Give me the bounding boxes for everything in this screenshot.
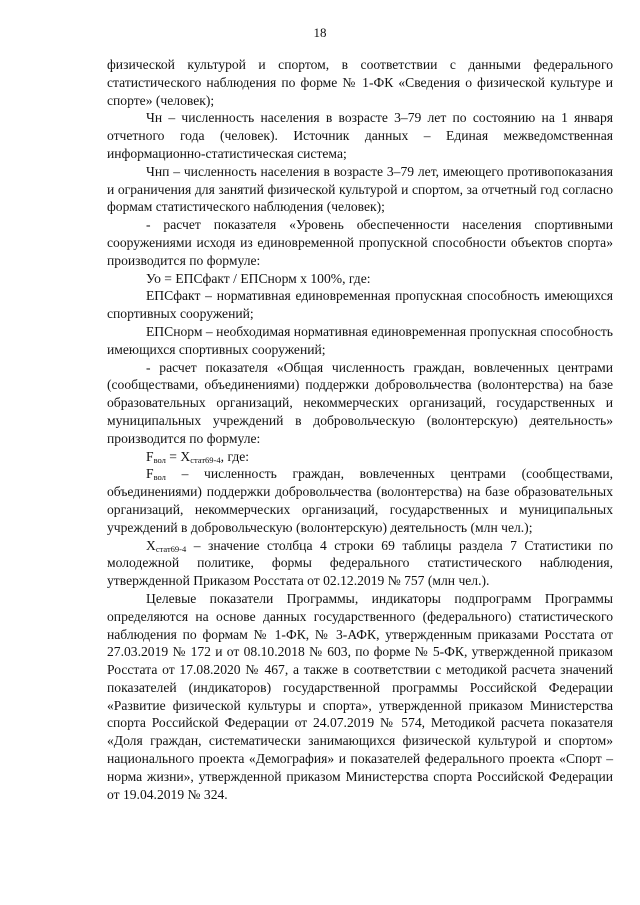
- xstat-symbol: X: [146, 537, 156, 553]
- paragraph-1: физической культурой и спортом, в соответствии с данными федерального статистического наблюдения по форме № 1-ФК «Сведения о физической культуре и спорте» (человек);: [107, 57, 613, 108]
- paragraph-epsfakt-definition: ЕПСфакт – нормативная единовременная пропускная способность имеющихся спортивных сооружений;: [107, 288, 613, 322]
- fvol-subscript: вол: [153, 472, 166, 483]
- formula-x-subscript: стат69-4: [190, 454, 221, 465]
- formula-equals-x: = X: [165, 448, 191, 464]
- page-number: 18: [313, 25, 327, 40]
- formula-uo: Уо = ЕПСфакт / ЕПСнорм х 100%, где:: [146, 270, 371, 286]
- paragraph-xstat-definition: [107, 537, 613, 590]
- xstat-text: – значение столбца 4 строки 69 таблицы раздела 7 Статистики по молодежной политике, формы федерального статистического наблюдения, утвержденной Приказом Росстата от 02.12.2019 № 757 (млн чел.).: [107, 537, 613, 589]
- formula-f-symbol: F: [146, 448, 154, 464]
- paragraph-uo-intro: - расчет показателя «Уровень обеспеченности населения спортивными сооружениями исходя из единовременной пропускной способности объектов спорта» производится по формуле:: [107, 217, 613, 268]
- paragraph-target-indicators: Целевые показатели Программы, индикаторы подпрограмм Программы определяются на основе данных государственного (федерального) статистического наблюдения по формам № 1-ФК, № 3-АФК, утвержденным приказами Росстата от 27.03.2019 № 172 и от 08.10.2018 № 603, по форме № 5-ФК, утвержденной приказом Росстата от 17.08.2020 № 467, а также в соответствии с методикой расчета значений показателей (индикаторов) государственной программы Российской Федерации «Развитие физической культуры и спорта», утвержденной приказом Министерства спорта Российской Федерации от 24.07.2019 № 574, Методикой расчета показателя «Доля граждан, систематически занимающихся физической культурой и спортом» национального проекта «Демография» и показателей федерального проекта «Спорт – норма жизни», утвержденной приказом Министерства спорта Российской Федерации от 19.04.2019 № 324.: [107, 590, 613, 802]
- formula-where: , где:: [220, 448, 250, 464]
- paragraph-fvol-definition: [107, 465, 613, 536]
- paragraph-chn-definition: Чн – численность населения в возрасте 3–79 лет по состоянию на 1 января отчетного года (человек). Источник данных – Единая межведомственная информационно-статистическая система;: [107, 110, 613, 161]
- formula-f-subscript: вол: [153, 454, 166, 465]
- paragraph-fvol-intro: - расчет показателя «Общая численность граждан, вовлеченных центрами (сообществами, объединениями) поддержки добровольчества (волонтерства) на базе образовательных организаций, некоммерческих организаций, государственных и муниципальных учреждений в добровольческую (волонтерскую) деятельность» производится по формуле:: [107, 359, 613, 446]
- document-body: [107, 56, 613, 803]
- fvol-text: – численность граждан, вовлеченных центрами (сообществами, объединениями) поддержки добровольчества (волонтерства) на базе образовательных организаций, некоммерческих организаций, государственных и муниципальных учреждений в добровольческую (волонтерскую) деятельность (млн чел.);: [107, 466, 613, 535]
- xstat-subscript: стат69-4: [155, 543, 187, 554]
- formula-fvol: [107, 448, 613, 466]
- paragraph-chnp-definition: Чнп – численность населения в возрасте 3–79 лет, имеющего противопоказания и ограничения для занятий физической культурой и спортом, за отчетный год согласно формам статистического наблюдения (человек);: [107, 163, 613, 215]
- fvol-symbol: F: [146, 466, 154, 482]
- paragraph-epsnorm-definition: ЕПСнорм – необходимая нормативная единовременная пропускная способность имеющихся спортивных сооружений;: [107, 323, 613, 357]
